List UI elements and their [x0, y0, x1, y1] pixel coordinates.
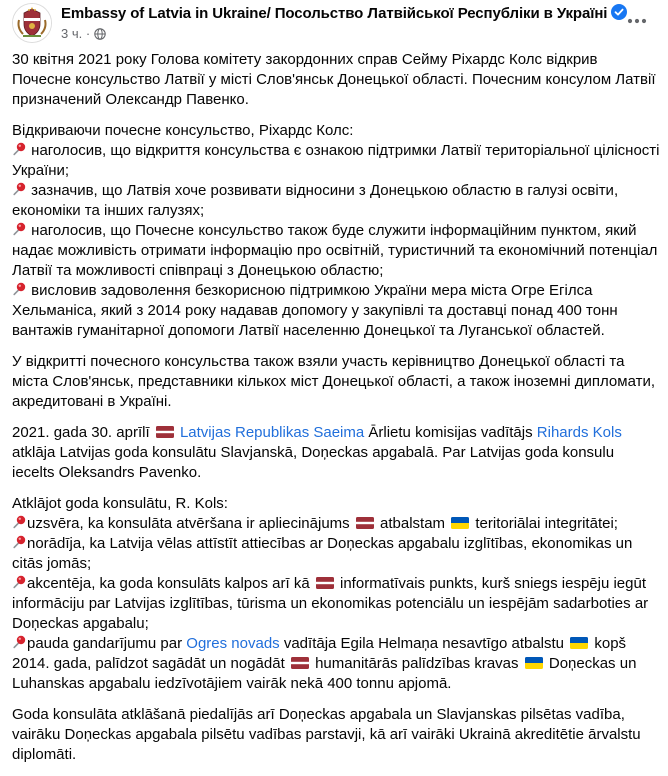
lv-bullet-1b: atbalstam [375, 515, 450, 532]
page-name-text[interactable]: Embassy of Latvia in Ukraine/ Посольство Латвійської Республіки в Україні [61, 5, 608, 22]
ukraine-flag-icon [451, 517, 469, 529]
paragraph-lv-list [12, 494, 660, 694]
paragraph-lv-participants: Goda konsulāta atklāšanā piedalījās arī Doņeckas apgabala un Slavjanskas pilsētas vadība, vairāku Doņeckas apgabala pilsētu vadības parstavji, kā arī vairāki Ukrainā akreditētie ārvalstu diplomāti. [12, 706, 641, 763]
lv-bullet-4a: pauda gandarījumu par [27, 635, 187, 652]
avatar-coat-of-arms [13, 4, 51, 42]
uk-bullet-2: зазначив, що Латвія хоче розвивати відносини з Донецькою областю в галузі освіти, економіки та інших галузях; [12, 182, 619, 219]
ukraine-flag-icon [525, 657, 543, 669]
page-name-link[interactable] [61, 4, 627, 22]
post-header [0, 0, 668, 44]
uk-bullet-3: наголосив, що Почесне консульство також буде служити інформаційним пунктом, який надає можливість отримати інформацію про освітній, туристичний та економічний потенціал Латвії та можливості співпраці з Донецькою областю; [12, 222, 658, 279]
globe-icon[interactable] [94, 28, 106, 40]
paragraph-uk-intro: 30 квітня 2021 року Голова комітету закордонних справ Сейму Ріхардс Колс відкрив Почесне консульство Латвії у місті Слов'янськ Донецької області. Почесним консулом Латвії призначений Олександр Павенко. [12, 51, 656, 108]
lv-bullet-4e: Doņeckas un Luhanskas apgabalu iedzīvotājiem vairāk nekā 400 tonnu apjomā. [12, 655, 637, 692]
lv-bullet-1c: teritoriālai integritātei; [471, 515, 618, 532]
pin-icon [12, 282, 26, 296]
post-timestamp[interactable]: 3 ч. [61, 26, 83, 42]
rihards-kols-link[interactable]: Rihards Kols [536, 424, 622, 441]
lv-intro-date: 2021. gada 30. aprīlī [12, 424, 154, 441]
post-body [12, 50, 660, 776]
lv-bullet-1a: uzsvēra, ka konsulāta atvēršana ir apliecinājums [27, 515, 354, 532]
uk-list-intro: Відкриваючи почесне консульство, Ріхардс Колс: [12, 122, 354, 139]
paragraph-uk-list [12, 121, 660, 341]
pin-icon [12, 142, 26, 156]
ogres-novads-link[interactable]: Ogres novads [186, 635, 280, 652]
uk-bullet-1: наголосив, що відкриття консульства є ознакою підтримки Латвії територіальної цілісності України; [12, 142, 660, 179]
meta-separator: · [85, 26, 91, 42]
latvia-flag-icon [291, 657, 309, 669]
more-options-icon[interactable] [622, 6, 652, 36]
latvia-flag-icon [356, 517, 374, 529]
pin-icon [12, 575, 26, 589]
post-meta [61, 25, 106, 41]
latvia-flag-icon [156, 426, 174, 438]
lv-bullet-4b: vadītāja Egila Helmaņa nesavtīgo atbalstu [279, 635, 569, 652]
lv-bullet-4d: humanitārās palīdzības kravas [310, 655, 523, 672]
lv-intro-end: atklāja Latvijas goda konsulātu Slavjanskā, Doņeckas apgabalā. Par Latvijas goda konsulu iecelts Oleksandrs Pavenko. [12, 444, 615, 481]
avatar[interactable] [12, 3, 52, 43]
lv-bullet-2: norādīja, ka Latvija vēlas attīstīt attiecības ar Doņeckas apgabalu izglītības, ekonomikas un citās jomās; [12, 535, 633, 572]
pin-icon [12, 182, 26, 196]
paragraph-lv-intro [12, 423, 660, 483]
lv-bullet-4c: kopš 2014. gada, palīdzot sagādāt un nogādāt [12, 635, 627, 672]
latvia-flag-icon [316, 577, 334, 589]
lv-intro-mid: Ārlietu komisijas vadītājs [364, 424, 537, 441]
pin-icon [12, 535, 26, 549]
lv-bullet-3b: informatīvais punkts, kurš sniegs iespēju iegūt informāciju par Latvijas izglītības, tūrisma un ekonomikas potenciālu un iespējām sadarboties ar Doņeckas apgabalu; [12, 575, 649, 632]
lv-list-intro: Atklājot goda konsulātu, R. Kols: [12, 495, 228, 512]
ukraine-flag-icon [570, 637, 588, 649]
pin-icon [12, 635, 26, 649]
pin-icon [12, 222, 26, 236]
uk-bullet-4: висловив задоволення безкорисною підтримкою України мера міста Огре Егілса Хельманіса, який з 2014 року надавав допомогу у закупівлі та доставці понад 400 тонн вантажів гуманітарної допомоги Латвії населенню Донецької та Луганської областей. [12, 282, 618, 339]
lv-bullet-3a: akcentēja, ka goda konsulāts kalpos arī kā [27, 575, 314, 592]
saeima-link[interactable]: Latvijas Republikas Saeima [179, 424, 365, 441]
pin-icon [12, 515, 26, 529]
paragraph-uk-participants: У відкритті почесного консульства також взяли участь керівництво Донецької області та міста Слов'янськ, представники кількох міст Донецької області, а також іноземні дипломати, акредитовані в Україні. [12, 353, 655, 410]
